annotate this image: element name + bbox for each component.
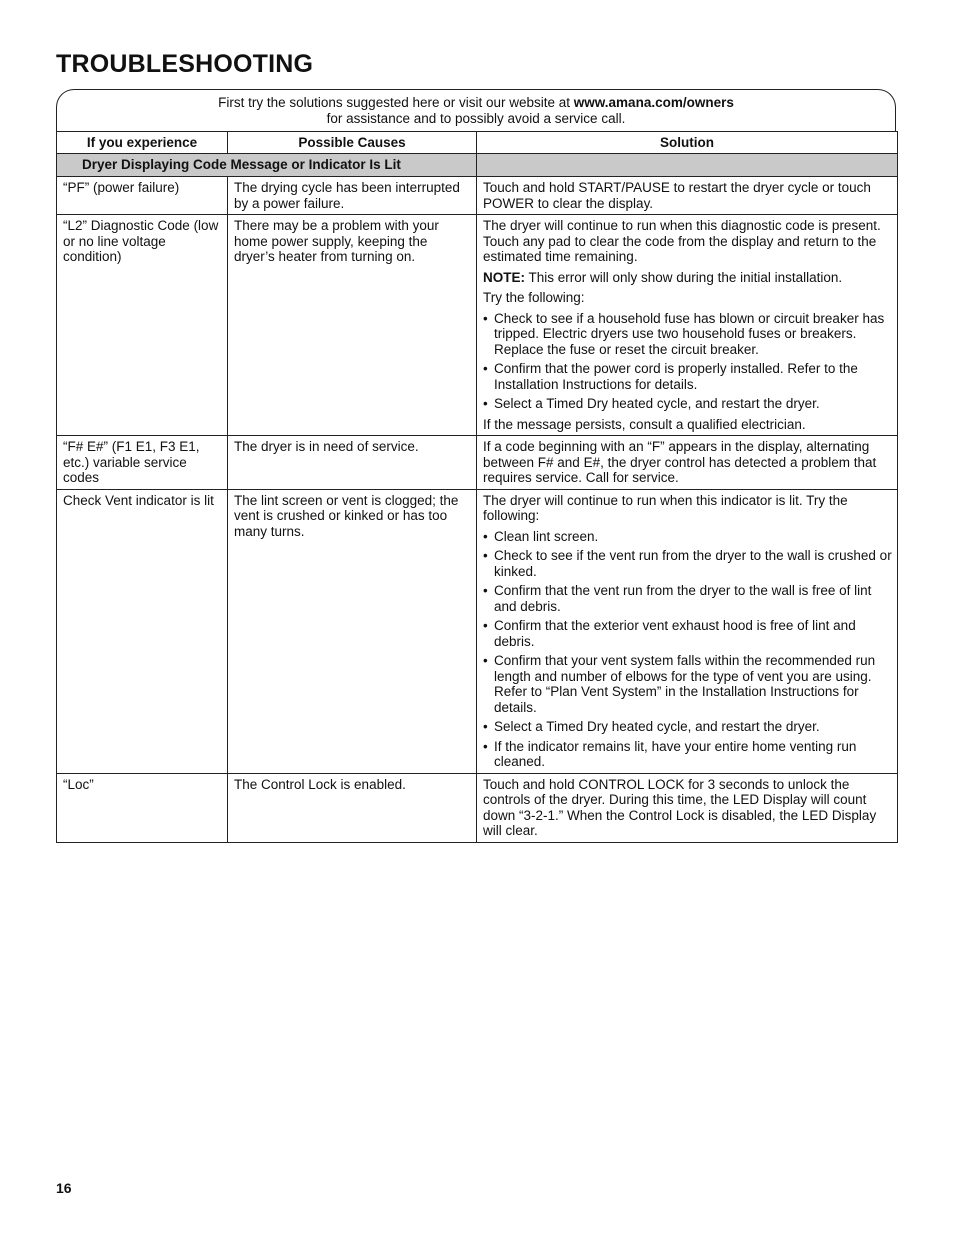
list-item-text: Check to see if a household fuse has blown or circuit breaker has tripped. Electric dryers use two household fuses or breakers. Replace the fuse or reset the circuit breaker. [494, 310, 885, 357]
header-causes: Possible Causes [228, 132, 477, 154]
list-item [483, 529, 892, 545]
solution-text: The dryer will continue to run when this diagnostic code is present. Touch any pad to clear the code from the display and return to the estimated time remaining. [483, 218, 881, 264]
solution-text: Touch and hold CONTROL LOCK for 3 seconds to unlock the controls of the dryer. During this time, the LED Display will count down “3-2-1.” When the Control Lock is disabled, the LED Display will clear. [483, 776, 877, 838]
list-item [483, 583, 892, 614]
table-header-row [57, 132, 898, 154]
solution-cell [477, 177, 898, 215]
bullet-icon: • [483, 310, 488, 326]
list-item [483, 311, 892, 358]
troubleshooting-table [56, 131, 898, 843]
page-title: TROUBLESHOOTING [56, 50, 314, 78]
intro-prefix: First try the solutions suggested here or visit our website at [218, 95, 574, 110]
solution-text: If the message persists, consult a qualified electrician. [483, 416, 806, 432]
list-item-text: Confirm that the vent run from the dryer to the wall is free of lint and debris. [494, 583, 872, 614]
table-row [57, 215, 898, 436]
list-item [483, 361, 892, 392]
experience-cell: “F# E#” (F1 E1, F3 E1, etc.) variable service codes [57, 436, 228, 490]
solution-cell [477, 773, 898, 842]
bullet-icon: • [483, 618, 488, 633]
list-item-text: Confirm that the power cord is properly installed. Refer to the Installation Instructions for details. [494, 361, 858, 392]
list-item [483, 548, 892, 579]
solution-cell [477, 489, 898, 773]
bullet-icon: • [483, 396, 488, 411]
solution-cell [477, 215, 898, 436]
experience-cell: “PF” (power failure) [57, 177, 228, 215]
note-label: NOTE: [483, 269, 525, 285]
cause-cell: The lint screen or vent is clogged; the vent is crushed or kinked or has too many turns. [228, 489, 477, 773]
header-solution: Solution [477, 132, 898, 154]
experience-cell: “Loc” [57, 773, 228, 842]
intro-line-2: for assistance and to possibly avoid a service call. [326, 110, 626, 126]
header-experience: If you experience [57, 132, 228, 154]
list-item-text: Select a Timed Dry heated cycle, and restart the dryer. [494, 396, 820, 411]
solution-text: The dryer will continue to run when this indicator is lit. Try the following: [483, 492, 848, 523]
cause-cell: The dryer is in need of service. [228, 436, 477, 490]
solution-text: If a code beginning with an “F” appears in the display, alternating between F# and E#, the dryer control has detected a problem that requires service. Call for service. [483, 439, 877, 485]
intro-box [56, 89, 896, 131]
solution-note [483, 270, 892, 286]
bullet-icon: • [483, 653, 488, 668]
cause-cell: There may be a problem with your home power supply, keeping the dryer’s heater from turning on. [228, 215, 477, 436]
intro-line-1 [57, 95, 895, 111]
section-heading-fill [477, 154, 898, 177]
bullet-icon: • [483, 361, 488, 376]
cause-cell: The Control Lock is enabled. [228, 773, 477, 842]
list-item-text: Check to see if the vent run from the dryer to the wall is crushed or kinked. [494, 548, 892, 579]
section-heading: Dryer Displaying Code Message or Indicator Is Lit [57, 154, 477, 177]
section-row [57, 154, 898, 177]
list-item-text: Select a Timed Dry heated cycle, and restart the dryer. [494, 719, 820, 734]
list-item [483, 396, 892, 412]
solution-cell [477, 436, 898, 490]
list-item [483, 618, 892, 649]
table-row [57, 489, 898, 773]
solution-bullet-list [483, 311, 892, 412]
solution-bullet-list [483, 529, 892, 770]
page-number: 16 [56, 1180, 72, 1196]
bullet-icon: • [483, 548, 488, 563]
list-item-text: Confirm that your vent system falls within the recommended run length and number of elbows for the type of vent you are using. Refer to “Plan Vent System” in the Installation Instructions for details. [494, 653, 876, 715]
bullet-icon: • [483, 719, 488, 734]
bullet-icon: • [483, 528, 488, 544]
table-row [57, 177, 898, 215]
cause-cell: The drying cycle has been interrupted by a power failure. [228, 177, 477, 215]
list-item [483, 653, 892, 715]
solution-text: Try the following: [483, 290, 585, 305]
list-item [483, 739, 892, 770]
experience-cell: “L2” Diagnostic Code (low or no line voltage condition) [57, 215, 228, 436]
list-item-text: If the indicator remains lit, have your entire home venting run cleaned. [494, 738, 857, 769]
list-item [483, 719, 892, 735]
experience-cell: Check Vent indicator is lit [57, 489, 228, 773]
note-text: This error will only show during the initial installation. [525, 269, 843, 285]
website-link[interactable]: www.amana.com/owners [573, 95, 734, 110]
list-item-text: Confirm that the exterior vent exhaust hood is free of lint and debris. [494, 618, 856, 649]
bullet-icon: • [483, 738, 488, 754]
table-row [57, 436, 898, 490]
list-item-text: Clean lint screen. [494, 528, 599, 544]
solution-text: Touch and hold START/PAUSE to restart the dryer cycle or touch POWER to clear the display. [483, 180, 871, 211]
bullet-icon: • [483, 583, 488, 598]
table-row [57, 773, 898, 842]
